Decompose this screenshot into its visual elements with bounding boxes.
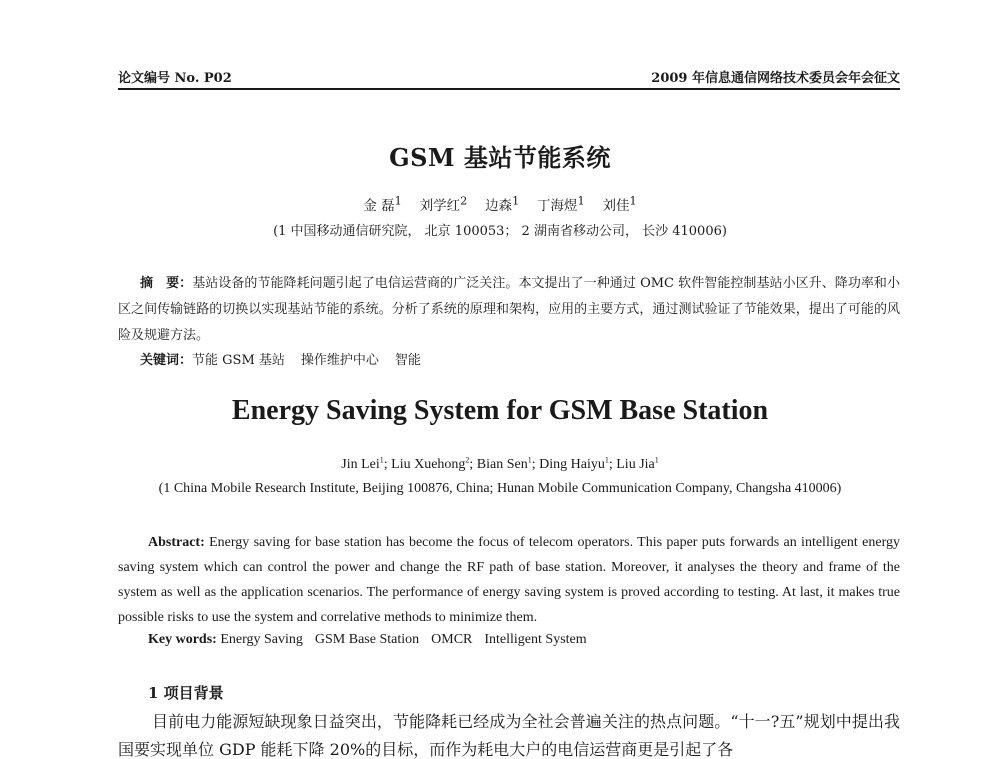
paper-number: 论文编号 No. P02 [118, 71, 232, 86]
english-affiliation: (1 China Mobile Research Institute, Beijing 100876, China; Hunan Mobile Communication Company, Changsha 410006) [158, 481, 842, 496]
author: Bian Sen$^1$; [476, 455, 540, 472]
keyword: 节能 GSM 基站 [192, 353, 285, 368]
section-heading: 1 项目背景 [148, 684, 224, 702]
chinese-affiliation: (1 中国移动通信研究院， 北京 100053； 2 湖南省移动公司， 长沙 410006) [273, 224, 727, 239]
abstract-label: Abstract: [148, 535, 205, 550]
keyword: OMCR [431, 632, 473, 647]
author: 刘佳$^1$ [602, 194, 637, 214]
english-authors [0, 455, 1000, 473]
running-header [118, 66, 900, 86]
keyword: 操作维护中心 [300, 353, 379, 368]
keyword: Intelligent System [484, 632, 587, 647]
abstract-label: 摘 要： [140, 276, 193, 291]
keyword: 智能 [394, 353, 421, 368]
author: Ding Haiyu$^1$; [539, 455, 617, 472]
abstract-text: 基站设备的节能降耗问题引起了电信运营商的广泛关注。本文提出了一种通过 OMC 软件智能控制基站小区升、降功率和小区之间传输链路的切换以实现基站节能的系统。分析了系统的原理和架构，应用的主要方式，通过测试验证了节能效果，提出了可能的风险及规避方法。 [118, 276, 900, 343]
author: Jin Lei$^1$; [341, 455, 392, 472]
keyword: GSM Base Station [314, 632, 420, 647]
english-keywords [148, 632, 900, 648]
author: 丁海煜$^1$ [537, 194, 585, 214]
chinese-authors [0, 194, 1000, 214]
author: 边森$^1$ [485, 194, 520, 214]
keywords-label: Key words: [148, 632, 217, 647]
author: Liu Xuehong$^2$; [391, 455, 477, 472]
chinese-title: GSM 基站节能系统 [389, 143, 611, 172]
author: 刘学红$^2$ [419, 194, 468, 214]
english-title: Energy Saving System for GSM Base Station [231, 395, 769, 426]
header-rule [118, 88, 900, 90]
keyword: Energy Saving [220, 632, 303, 647]
abstract-text: Energy saving for base station has become the focus of telecom operators. This paper puts forwards an intelligent energy saving system which can control the power and change the RF path of base station. Moreover, it analyses the theory and frame of the system as well as the application scenarios. The performance of energy saving system is proved according to testing. At last, it makes true possible risks to use the system and correlative methods to minimize them. [118, 535, 900, 625]
body-paragraph: 目前电力能源短缺现象日益突出，节能降耗已经成为全社会普遍关注的热点问题。“十一?五”规划中提出我国要实现单位 GDP 能耗下降 20%的目标，而作为耗电大户的电信运营商更是引起了各 [118, 712, 900, 759]
chinese-abstract [118, 271, 900, 349]
conference-name: 2009 年信息通信网络技术委员会年会征文 [651, 71, 900, 86]
english-abstract [118, 530, 900, 630]
author: Liu Jia$^1$ [616, 455, 659, 472]
keywords-label: 关键词： [140, 353, 193, 368]
chinese-keywords [140, 349, 900, 368]
author: 金 磊$^1$ [363, 194, 402, 214]
